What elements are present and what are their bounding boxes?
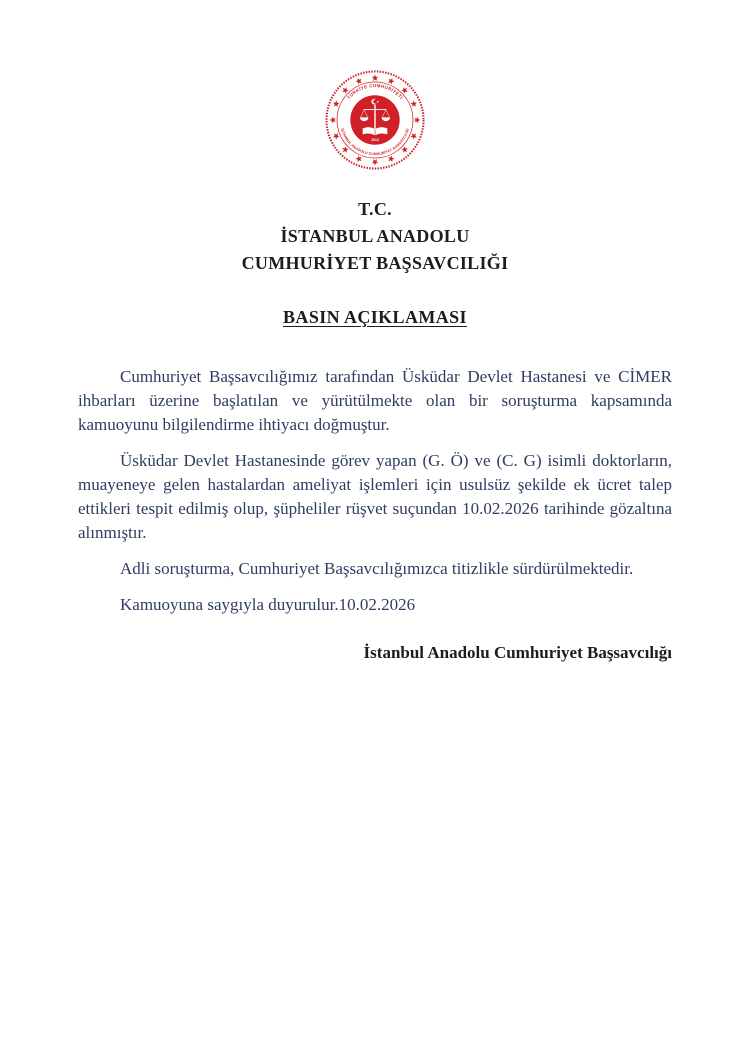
seal-top-text: TÜRKİYE CUMHURİYETİ bbox=[346, 83, 404, 101]
paragraph-findings: Üsküdar Devlet Hastanesinde görev yapan (G. Ö) ve (C. G) isimli doktorların, muayeneye gelen hastalardan ameliyat işlemleri için usulsüz şekilde ek ücret talep ettikleri tespit edilmiş olup, şüpheliler rüşvet suçundan 10.02.2026 tarihinde gözaltına alınmıştır. bbox=[78, 451, 672, 542]
prosecutor-office-seal-icon bbox=[323, 68, 427, 172]
paragraph-intro: Cumhuriyet Başsavcılığımız tarafından Üsküdar Devlet Hastanesi ve CİMER ihbarları üzerine başlatılan ve yürütülmekte olan bir soruşturma kapsamında kamuoyunu bilgilendirme ihtiyacı doğmuştur. bbox=[78, 367, 672, 434]
seal-year: 2013 bbox=[371, 138, 379, 143]
letterhead-office: CUMHURİYET BAŞSAVCILIĞI bbox=[241, 253, 509, 273]
document-body bbox=[78, 365, 672, 629]
letterhead bbox=[0, 196, 750, 277]
seal-bottom-text: İSTANBUL ANADOLU CUMHURİYET BAŞSAVCILIĞI bbox=[340, 127, 410, 157]
press-release-title: BASIN AÇIKLAMASI bbox=[283, 307, 467, 327]
paragraph-status: Adli soruşturma, Cumhuriyet Başsavcılığımızca titizlikle sürdürülmektedir. bbox=[120, 559, 634, 578]
letterhead-tc: T.C. bbox=[358, 199, 392, 219]
seal-svg bbox=[323, 68, 427, 172]
signature-line: İstanbul Anadolu Cumhuriyet Başsavcılığı bbox=[363, 643, 672, 662]
paragraph-closing: Kamuoyuna saygıyla duyurulur.10.02.2026 bbox=[120, 595, 416, 614]
letterhead-city: İSTANBUL ANADOLU bbox=[280, 226, 470, 246]
